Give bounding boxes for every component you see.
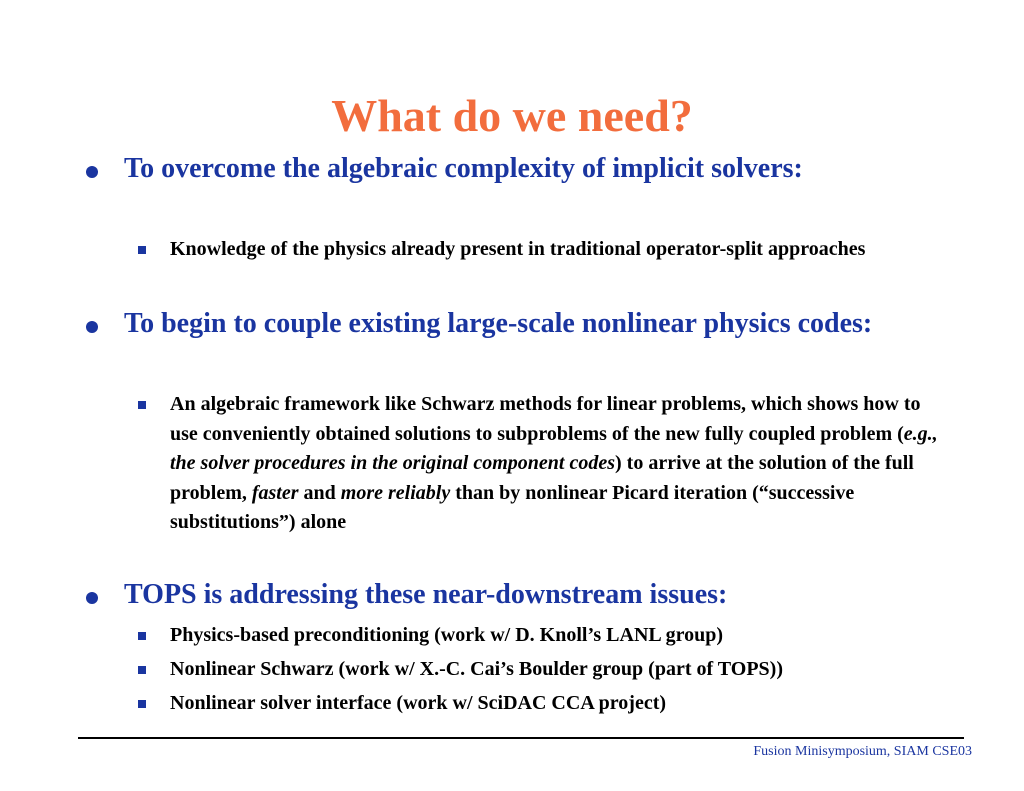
square-bullet-icon [138,246,146,254]
square-bullet-icon [138,632,146,640]
square-bullet-icon [138,666,146,674]
bullet-tops-issues [124,575,944,615]
bullet-couple-codes [124,304,944,344]
footer-text: Fusion Minisymposium, SIAM CSE03 [753,744,972,759]
subbullet-text-part: An algebraic framework like Schwarz methods for linear problems, which shows how to use conveniently obtained solutions to subproblems of the new fully coupled problem ( [170,393,921,445]
bullet-text: To begin to couple existing large-scale nonlinear physics codes: [124,308,873,339]
subbullet-algebraic-framework [170,390,940,538]
square-bullet-icon [138,700,146,708]
subbullet-text: Nonlinear Schwarz (work w/ X.-C. Cai’s Boulder group (part of TOPS)) [170,658,783,680]
footer-divider [78,737,964,739]
subbullet-solver-interface [170,689,940,719]
subbullet-text: Knowledge of the physics already present in traditional operator-split approaches [170,238,866,260]
slide-title: What do we need? [331,90,693,141]
bullet-text: To overcome the algebraic complexity of implicit solvers: [124,153,803,184]
subbullet-text-part: and [298,481,341,504]
subbullet-text: Nonlinear solver interface (work w/ SciDAC CCA project) [170,692,667,714]
subbullet-italic-eg: e.g., the solver procedures in the original component codes [170,422,938,474]
bullet-implicit-solvers [124,149,944,189]
subbullet-nonlinear-schwarz [170,655,940,685]
bullet-dot-icon [86,592,98,604]
subbullet-italic-faster: faster [251,481,299,504]
subbullet-text-part: than by nonlinear Picard iteration (“successive substitutions”) alone [170,481,855,533]
subbullet-operator-split [170,235,940,265]
square-bullet-icon [138,401,146,409]
subbullet-text: Physics-based preconditioning (work w/ D. Knoll’s LANL group) [170,624,724,646]
subbullet-italic-more-reliably: more reliably [340,481,451,504]
subbullet-physics-preconditioning [170,621,940,651]
subbullet-text-part: ) to arrive at the solution of the full problem, [170,452,914,504]
bullet-dot-icon [86,166,98,178]
bullet-text: TOPS is addressing these near-downstream issues: [124,579,728,610]
bullet-dot-icon [86,321,98,333]
